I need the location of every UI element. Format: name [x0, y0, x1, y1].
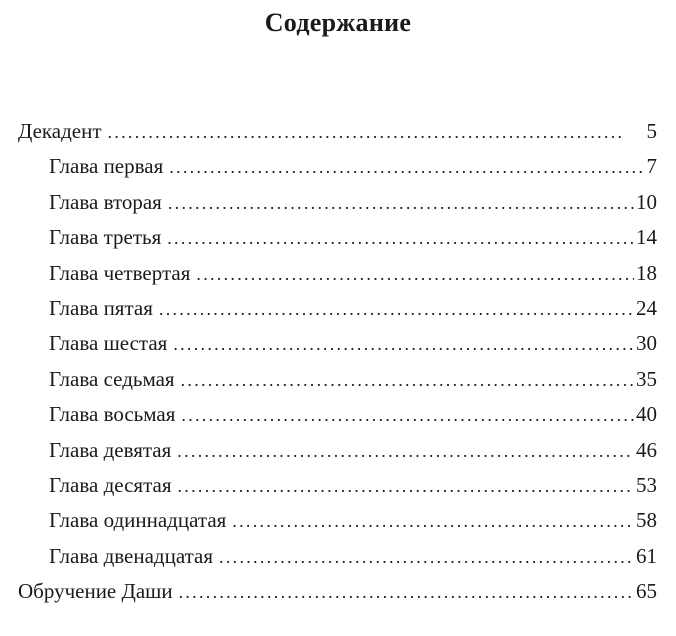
toc-page-number: 10 [636, 190, 657, 214]
toc-page-number: 18 [636, 261, 657, 285]
dot-leader [181, 400, 634, 430]
dot-leader [196, 259, 634, 289]
toc-page-number: 53 [636, 473, 657, 497]
toc-page-number: 61 [636, 544, 657, 568]
toc-entry-title: Глава четвертая [49, 261, 191, 285]
toc-entry-title: Глава десятая [49, 473, 172, 497]
toc-page-number: 65 [636, 579, 657, 603]
toc-chapter-entry [49, 328, 657, 358]
toc-page-number: 24 [636, 296, 657, 320]
toc-chapter-entry [49, 222, 657, 252]
toc-entry-title: Глава шестая [49, 331, 168, 355]
page-title: Содержание [264, 8, 412, 37]
dot-leader [178, 471, 635, 501]
toc-chapter-entry [49, 293, 657, 323]
toc-page-number: 46 [636, 438, 657, 462]
dot-leader [167, 223, 634, 253]
dot-leader [179, 577, 634, 607]
toc-entry-title: Глава первая [49, 154, 164, 178]
dot-leader [173, 329, 634, 359]
toc-entry-title: Глава восьмая [49, 402, 176, 426]
toc-entry-title: Глава вторая [49, 190, 162, 214]
toc-chapter-entry [49, 151, 657, 181]
toc-entry-title: Глава девятая [49, 438, 172, 462]
toc-chapter-entry [49, 364, 657, 394]
dot-leader [168, 188, 634, 218]
toc-page-number: 58 [636, 508, 657, 532]
dot-leader [232, 506, 634, 536]
toc-chapter-entry [49, 541, 657, 571]
toc-chapter-entry [49, 187, 657, 217]
toc-chapter-entry [49, 470, 657, 500]
toc-page-number: 7 [646, 154, 657, 178]
toc-entry-title: Глава одиннадцатая [49, 508, 227, 532]
toc-page-number: 40 [636, 402, 657, 426]
toc-chapter-entry [49, 435, 657, 465]
toc-page-number: 35 [636, 367, 657, 391]
toc-entry-title: Глава двенадцатая [49, 544, 214, 568]
dot-leader [169, 152, 644, 182]
toc-chapter-entry [49, 399, 657, 429]
dot-leader [219, 542, 634, 572]
toc-entry-title: Глава пятая [49, 296, 153, 320]
toc-chapter-entry [49, 505, 657, 535]
dot-leader [181, 365, 634, 395]
toc-page-number: 30 [636, 331, 657, 355]
toc-page-number: 5 [646, 119, 657, 143]
toc-chapter-entry [49, 258, 657, 288]
toc-entry-title: Глава седьмая [49, 367, 175, 391]
toc-entry-title: Глава третья [49, 225, 162, 249]
toc-entry-title: Декадент [18, 119, 102, 143]
dot-leader [159, 294, 634, 324]
dot-leader [108, 117, 645, 147]
toc-part-entry [18, 576, 657, 606]
toc-entry-title: Обручение Даши [18, 579, 173, 603]
toc-page-number: 14 [636, 225, 657, 249]
dot-leader [177, 436, 634, 466]
toc-part-entry [18, 116, 657, 146]
